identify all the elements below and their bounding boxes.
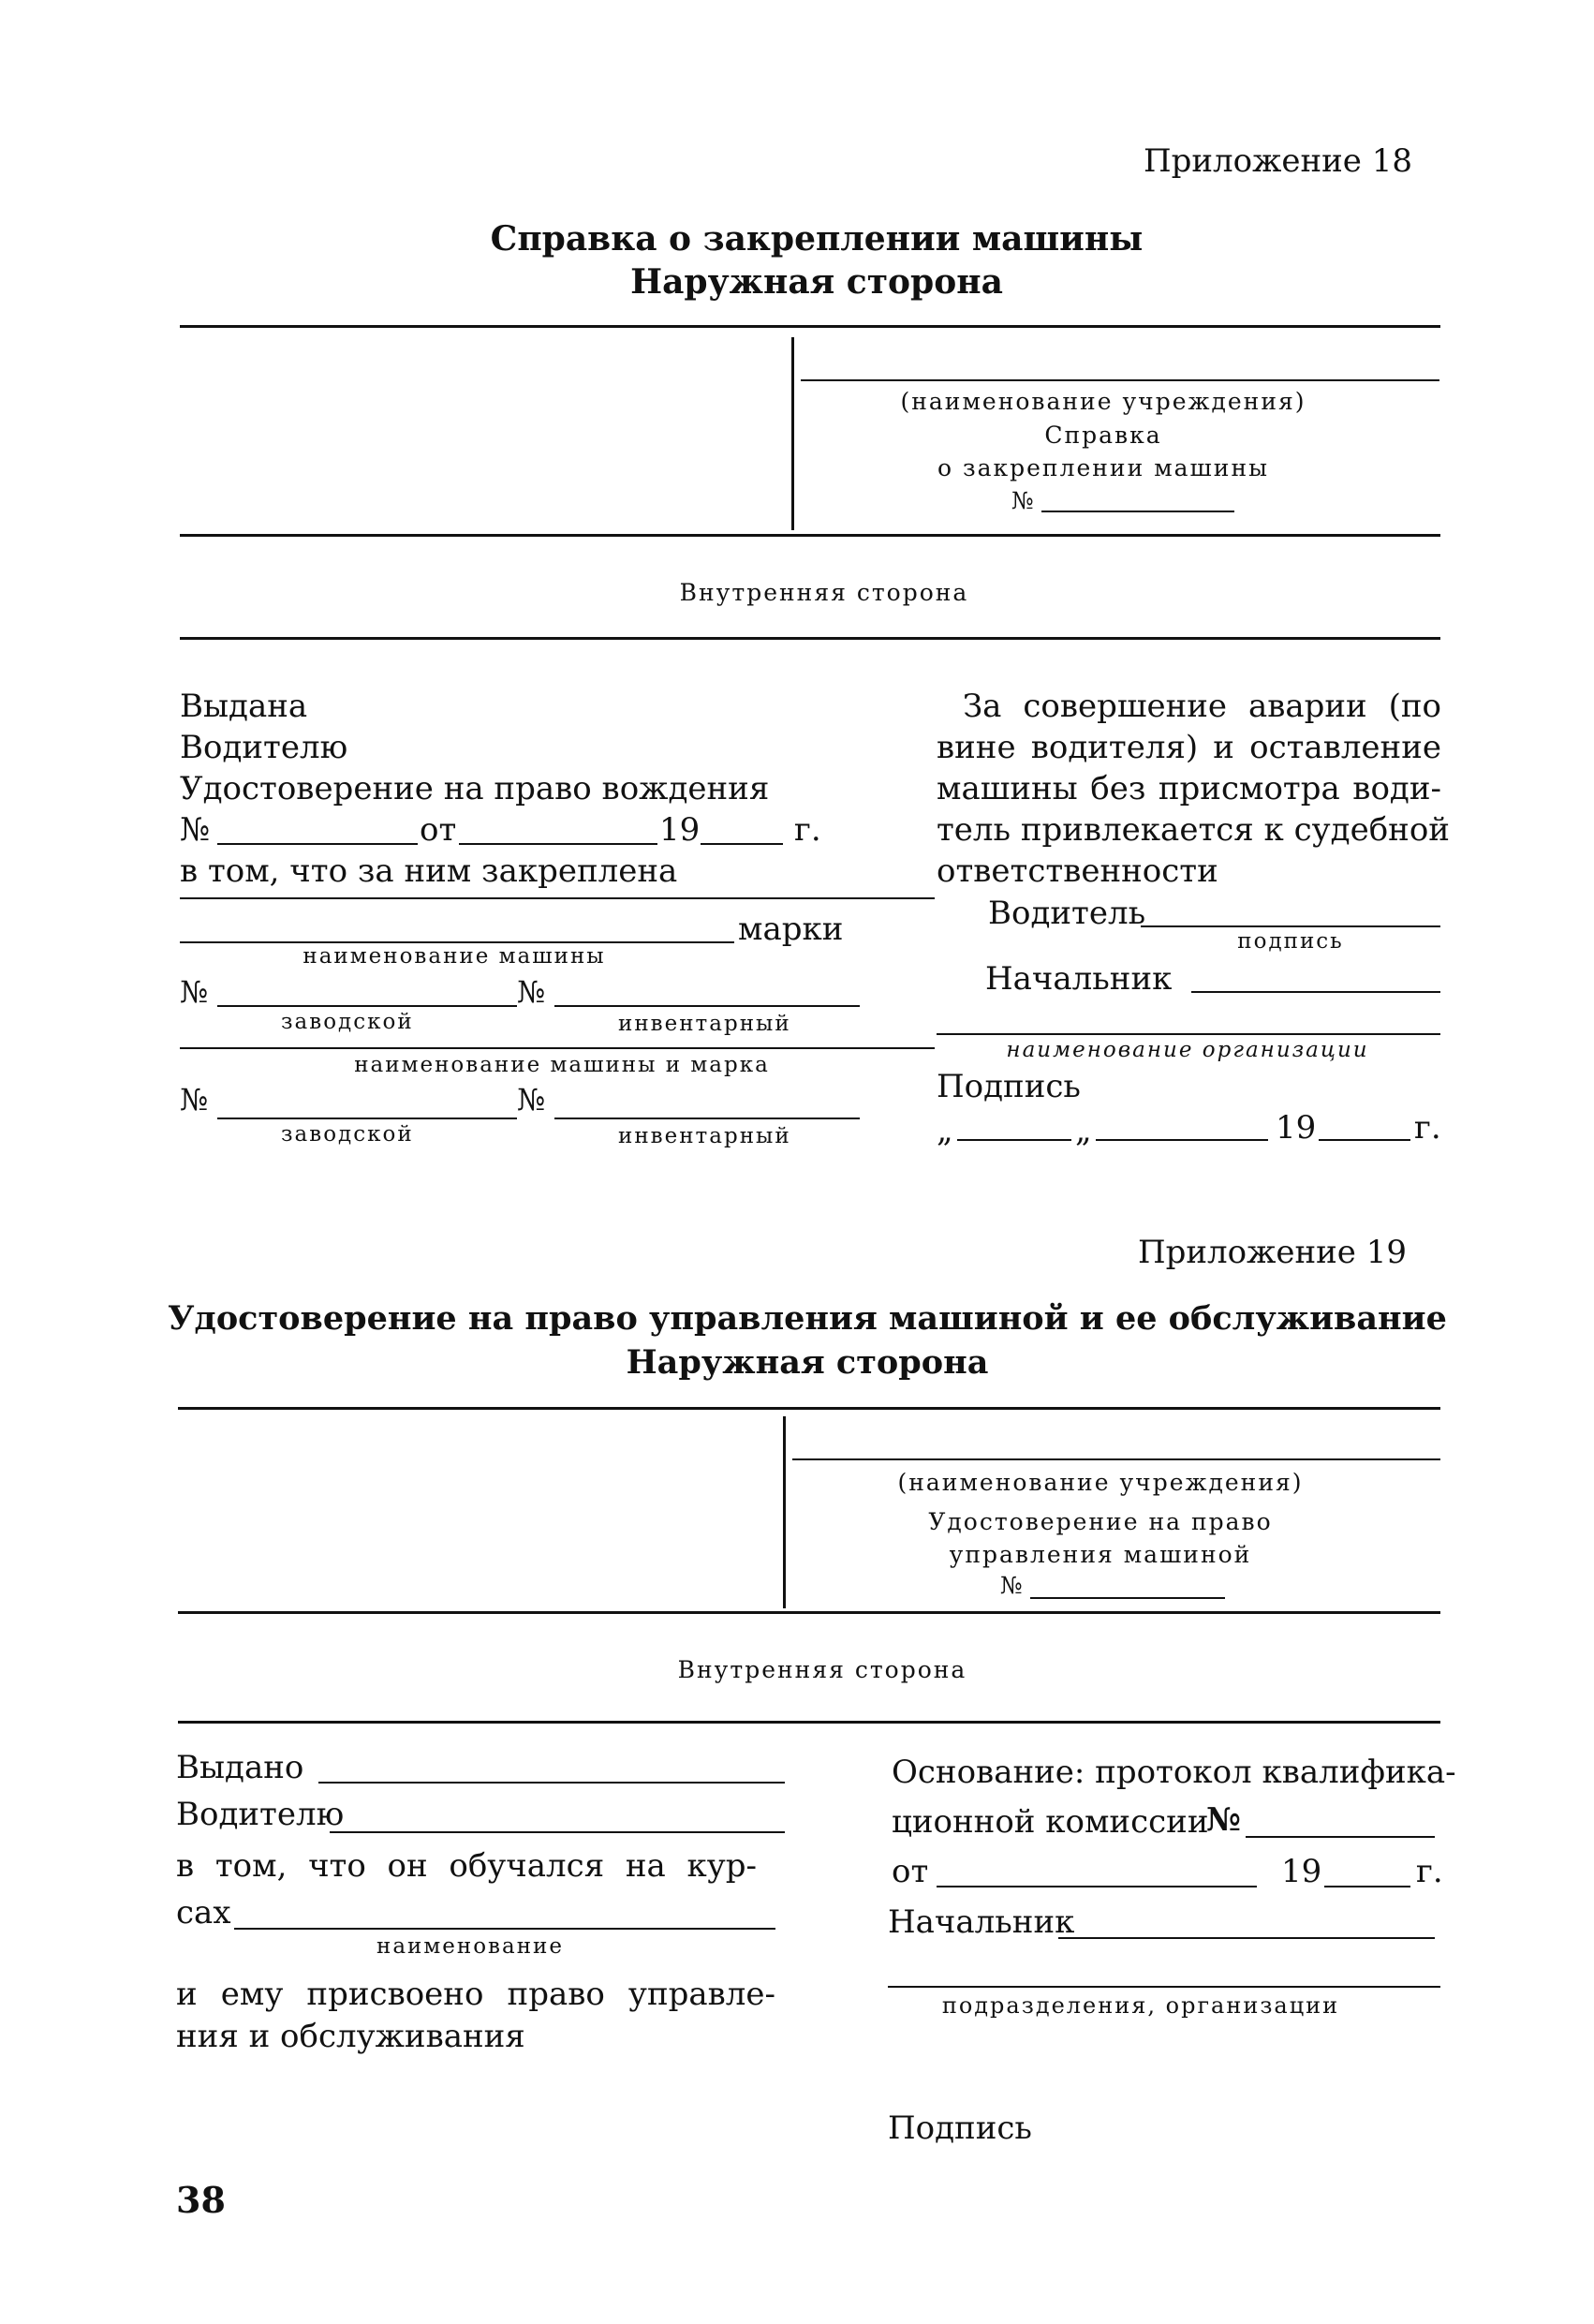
courses-name-line (234, 1928, 775, 1930)
liability-line-5: ответственности (937, 852, 1218, 890)
inventory-number-sign: № (517, 974, 546, 1010)
liability-line-3: машины без присмотра води- (937, 770, 1441, 807)
inventory-number-line-2 (554, 1118, 860, 1119)
outer-box-top-line-19 (178, 1407, 1440, 1410)
protocol-year-line (1324, 1886, 1410, 1887)
inner-top-line-19 (178, 1721, 1440, 1724)
date-year-suffix: г. (1414, 1109, 1441, 1147)
inner-side-label-19: Внутренняя сторона (677, 1656, 967, 1683)
factory-caption: заводской (281, 1010, 414, 1034)
protocol-number-sign: № (1206, 1801, 1241, 1839)
chief-line-19 (1058, 1937, 1435, 1939)
liability-line-2: вине водителя) и оставление (937, 729, 1441, 766)
machine-name-line (180, 941, 734, 943)
certificate-number-sign: № (1011, 487, 1036, 514)
certificate-name: Справка (1044, 422, 1162, 449)
protocol-number-line (1246, 1836, 1435, 1838)
appendix-19-outer-side: Наружная сторона (626, 1343, 989, 1382)
courses-line-1: в том, что он обучался на кур- (176, 1847, 757, 1885)
date-year-prefix: 19 (1276, 1109, 1317, 1147)
subdivision-caption: подразделения, организации (941, 1992, 1340, 2019)
factory-caption-2: заводской (281, 1122, 414, 1147)
license-number-line-19 (1030, 1597, 1225, 1599)
org-name-line-19 (792, 1458, 1440, 1460)
machine-brand-line (180, 1047, 935, 1049)
certificate-number-line (1041, 511, 1234, 512)
inner-side-label: Внутренняя сторона (679, 579, 969, 606)
chief-label-19: Начальник (888, 1903, 1075, 1941)
machine-name-caption: наименование машины (303, 944, 606, 969)
factory-number-sign: № (180, 974, 209, 1010)
subdivision-line (888, 1986, 1440, 1988)
protocol-date-line (937, 1886, 1257, 1887)
date-year-line (1319, 1139, 1410, 1141)
outer-box-divider-19 (783, 1416, 786, 1608)
factory-number-line-2 (217, 1118, 517, 1119)
signature-label-19: Подпись (888, 2109, 1032, 2147)
driver-label: Водителю (180, 729, 348, 766)
factory-number-line (217, 1005, 517, 1007)
org-caption: (наименование учреждения) (900, 388, 1306, 415)
org-name-line-right (937, 1033, 1440, 1035)
protocol-year-suffix: г. (1416, 1853, 1443, 1890)
date-close-quote: „ (1075, 1112, 1092, 1149)
driver-sign-line (1141, 925, 1440, 927)
certificate-subject: о закреплении машины (937, 454, 1270, 481)
org-name-caption: наименование организации (1006, 1038, 1369, 1062)
chief-label: Начальник (985, 960, 1173, 998)
brand-label: марки (738, 910, 844, 948)
factory-number-sign-2: № (180, 1082, 209, 1118)
license-date-line (459, 843, 657, 845)
license-label: Удостоверение на право вождения (180, 770, 770, 807)
basis-line-1: Основание: протокол квалифика- (892, 1754, 1456, 1791)
signature-caption: подпись (1237, 929, 1344, 954)
courses-line-2: сах (176, 1894, 231, 1932)
basis-line-2: ционной комиссии (892, 1803, 1209, 1841)
courses-naming-caption: наименование (376, 1934, 564, 1959)
appendix-19-title: Удостоверение на право управления машиной и ее обслуживание (168, 1299, 1447, 1338)
assigned-line (180, 897, 935, 899)
outer-box-divider (791, 337, 794, 530)
issued-label: Выдана (180, 688, 308, 725)
machine-and-brand-caption: наименование машины и марка (354, 1053, 770, 1077)
outer-box-bottom-line (180, 534, 1440, 537)
license-number-sign: № (180, 811, 211, 849)
license-doc-name: Удостоверение на право (928, 1508, 1273, 1535)
license-from-label: от (420, 811, 457, 849)
protocol-year-prefix: 19 (1281, 1853, 1322, 1890)
license-year-line (701, 843, 783, 845)
liability-line-1: За совершение аварии (по (963, 688, 1441, 725)
license-year-suffix: г. (794, 811, 821, 849)
outer-box-bottom-line-19 (178, 1611, 1440, 1614)
appendix-18-title: Справка о закреплении машины (490, 219, 1144, 259)
right-granted-line-1: и ему присвоено право управле- (176, 1976, 775, 2013)
inventory-caption-2: инвентарный (618, 1124, 791, 1148)
org-name-line (801, 379, 1439, 381)
issued-line-19 (318, 1782, 785, 1784)
assigned-label: в том, что за ним закреплена (180, 852, 678, 890)
date-open-quote: „ (937, 1112, 953, 1149)
signature-label: Подпись (937, 1068, 1081, 1105)
outer-box-top-line (180, 325, 1440, 328)
license-year-prefix: 19 (659, 811, 701, 849)
liability-line-4: тель привлекается к судебной (937, 811, 1450, 849)
chief-line (1191, 991, 1440, 993)
appendix-18-label: Приложение 18 (1143, 142, 1412, 180)
inner-top-line (180, 637, 1440, 640)
issued-label-19: Выдано (176, 1749, 304, 1786)
inventory-number-sign-2: № (517, 1082, 546, 1118)
inventory-caption: инвентарный (618, 1012, 791, 1036)
page-number: 38 (176, 2179, 226, 2221)
right-granted-line-2: ния и обслуживания (176, 2018, 525, 2055)
date-day-line (957, 1139, 1071, 1141)
driver-label-19: Водителю (176, 1796, 345, 1833)
protocol-from-label: от (892, 1853, 929, 1890)
appendix-18-outer-side: Наружная сторона (630, 262, 1003, 302)
org-caption-19: (наименование учреждения) (897, 1469, 1304, 1496)
license-doc-subject: управления машиной (949, 1541, 1252, 1568)
license-number-line (217, 843, 418, 845)
date-month-line (1096, 1139, 1268, 1141)
appendix-19-label: Приложение 19 (1137, 1234, 1407, 1271)
license-number-sign-19: № (1000, 1572, 1025, 1599)
driver-sign-label: Водитель (988, 895, 1146, 932)
inventory-number-line (554, 1005, 860, 1007)
driver-line-19 (330, 1831, 785, 1833)
